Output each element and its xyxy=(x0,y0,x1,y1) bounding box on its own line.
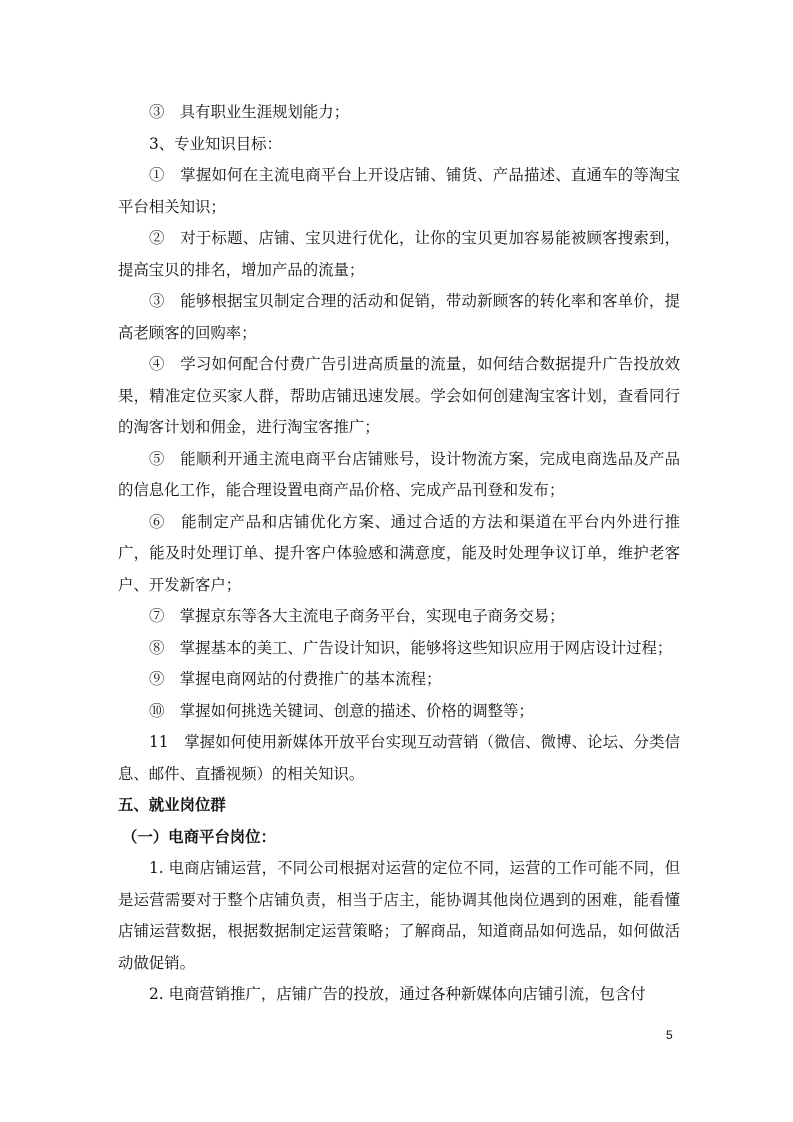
paragraph-item-5: ⑤ 能顺利开通主流电商平台店铺账号，设计物流方案，完成电商选品及产品的信息化工作，能合理设置电商产品价格、完成产品刊登和发布； xyxy=(118,449,680,499)
paragraph-item-2: ② 对于标题、店铺、宝贝进行优化，让你的宝贝更加容易能被顾客搜索到，提高宝贝的排名，增加产品的流量； xyxy=(118,229,680,279)
paragraph-item-8: ⑧ 掌握基本的美工、广告设计知识，能够将这些知识应用于网店设计过程； xyxy=(149,638,673,657)
paragraph-knowledge-goals: 3、专业知识目标： xyxy=(149,134,282,153)
paragraph-career-planning: ③ 具有职业生涯规划能力； xyxy=(149,103,350,121)
section-heading: 五、就业岗位群 xyxy=(118,796,226,814)
paragraph-marketing-promotion: 2. 电商营销推广，店铺广告的投放，通过各种新媒体向店铺引流，包含付 xyxy=(149,985,646,1003)
page-content xyxy=(118,97,680,1011)
paragraph-store-operation: 1. 电商店铺运营，不同公司根据对运营的定位不同，运营的工作可能不同，但是运营需要对于整个店铺负责，相当于店主，能协调其他岗位遇到的困难，能看懂店铺运营数据，根据数据制定运营策略；了解商品，知道商品如何选品，如何做活动做促销。 xyxy=(118,859,680,972)
subsection-heading: （一）电商平台岗位： xyxy=(122,827,276,846)
paragraph-item-10: ⑩ 掌握如何挑选关键词、创意的描述、价格的调整等； xyxy=(149,701,534,720)
paragraph-item-1: ① 掌握如何在主流电商平台上开设店铺、铺货、产品描述、直通车的等淘宝平台相关知识； xyxy=(118,166,680,216)
page-number: 5 xyxy=(666,1028,673,1042)
paragraph-item-4: ④ 学习如何配合付费广告引进高质量的流量，如何结合数据提升广告投放效果，精准定位买家人群，帮助店铺迅速发展。学会如何创建淘宝客计划，查看同行的淘客计划和佣金，进行淘宝客推广； xyxy=(118,355,680,436)
paragraph-item-11: 11 掌握如何使用新媒体开放平台实现互动营销（微信、微博、论坛、分类信息、邮件、直播视频）的相关知识。 xyxy=(118,733,680,783)
paragraph-item-3: ③ 能够根据宝贝制定合理的活动和促销，带动新顾客的转化率和客单价，提高老顾客的回购率； xyxy=(118,292,680,342)
paragraph-item-9: ⑨ 掌握电商网站的付费推广的基本流程； xyxy=(149,670,442,688)
paragraph-item-7: ⑦ 掌握京东等各大主流电子商务平台，实现电子商务交易； xyxy=(149,607,565,625)
paragraph-item-6: ⑥ 能制定产品和店铺优化方案、通过合适的方法和渠道在平台内外进行推广，能及时处理订单、提升客户体验感和满意度，能及时处理争议订单，维护老客户、开发新客户； xyxy=(118,512,680,594)
